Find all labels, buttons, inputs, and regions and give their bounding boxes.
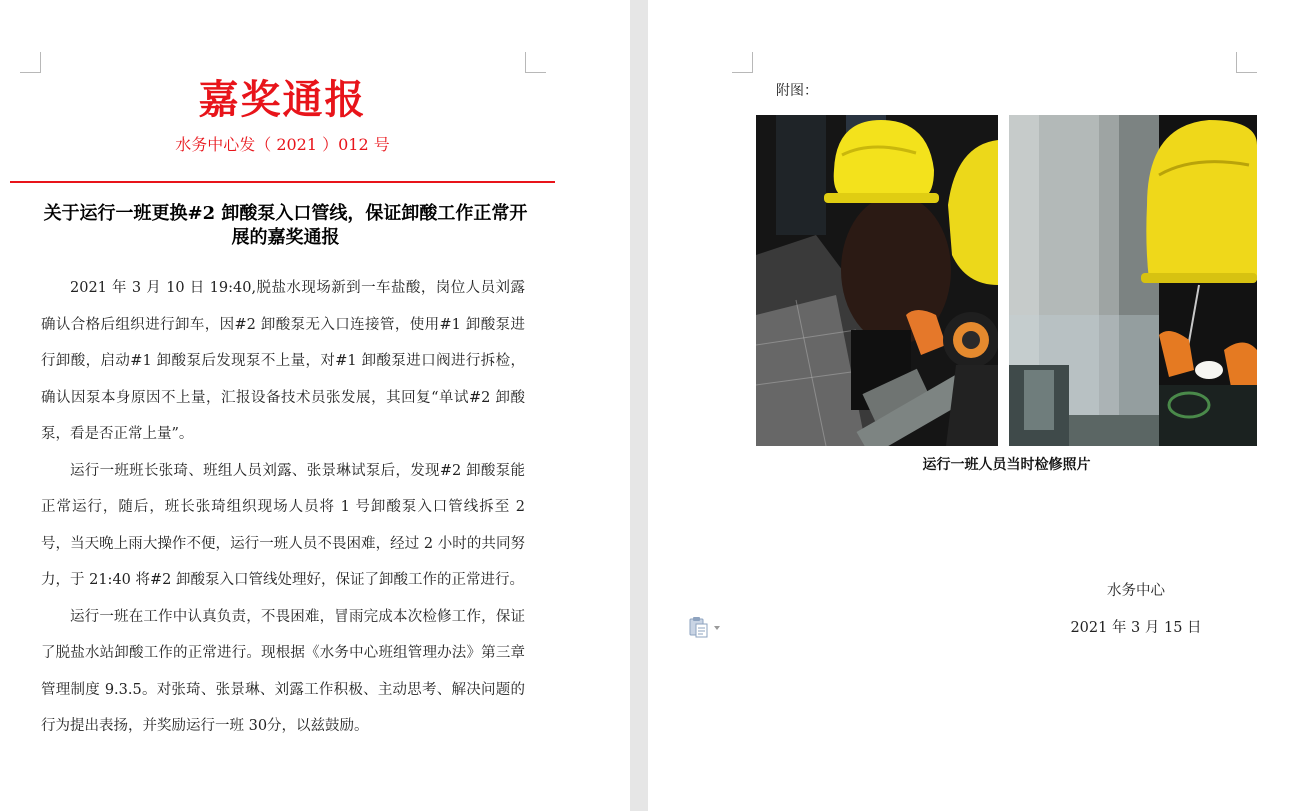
- margin-corner-top-right: [1236, 52, 1257, 73]
- paste-options-icon: [688, 616, 724, 638]
- margin-corner-top-left: [732, 52, 753, 73]
- body-paragraph: 2021 年 3 月 10 日 19:40,脱盐水现场新到一车盐酸，岗位人员刘露确认合格后组织进行卸车，因#2 卸酸泵无入口连接管，使用#1 卸酸泵进行卸酸，启动#1 卸酸泵后发现泵不上量，对#1 卸酸泵进口阀进行拆检，确认因泵本身原因不上量，汇报设备技术员张发展，其回复“单试#2 卸酸泵，看是否正常上量”。: [41, 280, 525, 442]
- document-page-1: [0, 0, 630, 811]
- signature-organization: 水务中心: [1107, 583, 1165, 599]
- attachment-label: 附图：: [776, 83, 818, 99]
- document-page-2: [648, 0, 1300, 811]
- repair-photo-2: [1009, 115, 1257, 446]
- body-paragraph: 运行一班班长张琦、班组人员刘露、张景琳试泵后，发现#2 卸酸泵能正常运行，随后，班长张琦组织现场人员将 1 号卸酸泵入口管线拆至 2 号，当天晚上雨大操作不便，运行一班人员不畏困难，经过 2 小时的共同努力，于 21:40 将#2 卸酸泵入口管线处理好，保证了卸酸工作的正常进行。: [41, 462, 525, 588]
- document-heading: 关于运行一班更换#2 卸酸泵入口管线，保证卸酸工作正常开展的嘉奖通报: [43, 203, 528, 248]
- margin-corner-top-right: [525, 52, 546, 73]
- repair-photo-1: [756, 115, 998, 446]
- document-body: [41, 270, 525, 745]
- body-paragraph: 运行一班在工作中认真负责，不畏困难，冒雨完成本次检修工作，保证了脱盐水站卸酸工作的正常进行。现根据《水务中心班组管理办法》第三章管理制度 9.3.5。对张琦、张景琳、刘露工作积极、主动思考、解决问题的行为提出表扬，并奖励运行一班 30分，以兹鼓励。: [41, 608, 525, 734]
- signature-date: 2021 年 3 月 15 日: [1070, 620, 1202, 636]
- red-divider-line: [10, 181, 555, 183]
- issue-number: 水务中心发（ 2021 ）012 号: [175, 135, 390, 154]
- paste-options-button[interactable]: [688, 616, 724, 638]
- photo-caption: 运行一班人员当时检修照片: [922, 457, 1091, 473]
- red-header-title: 嘉奖通报: [198, 76, 367, 123]
- margin-corner-top-left: [20, 52, 41, 73]
